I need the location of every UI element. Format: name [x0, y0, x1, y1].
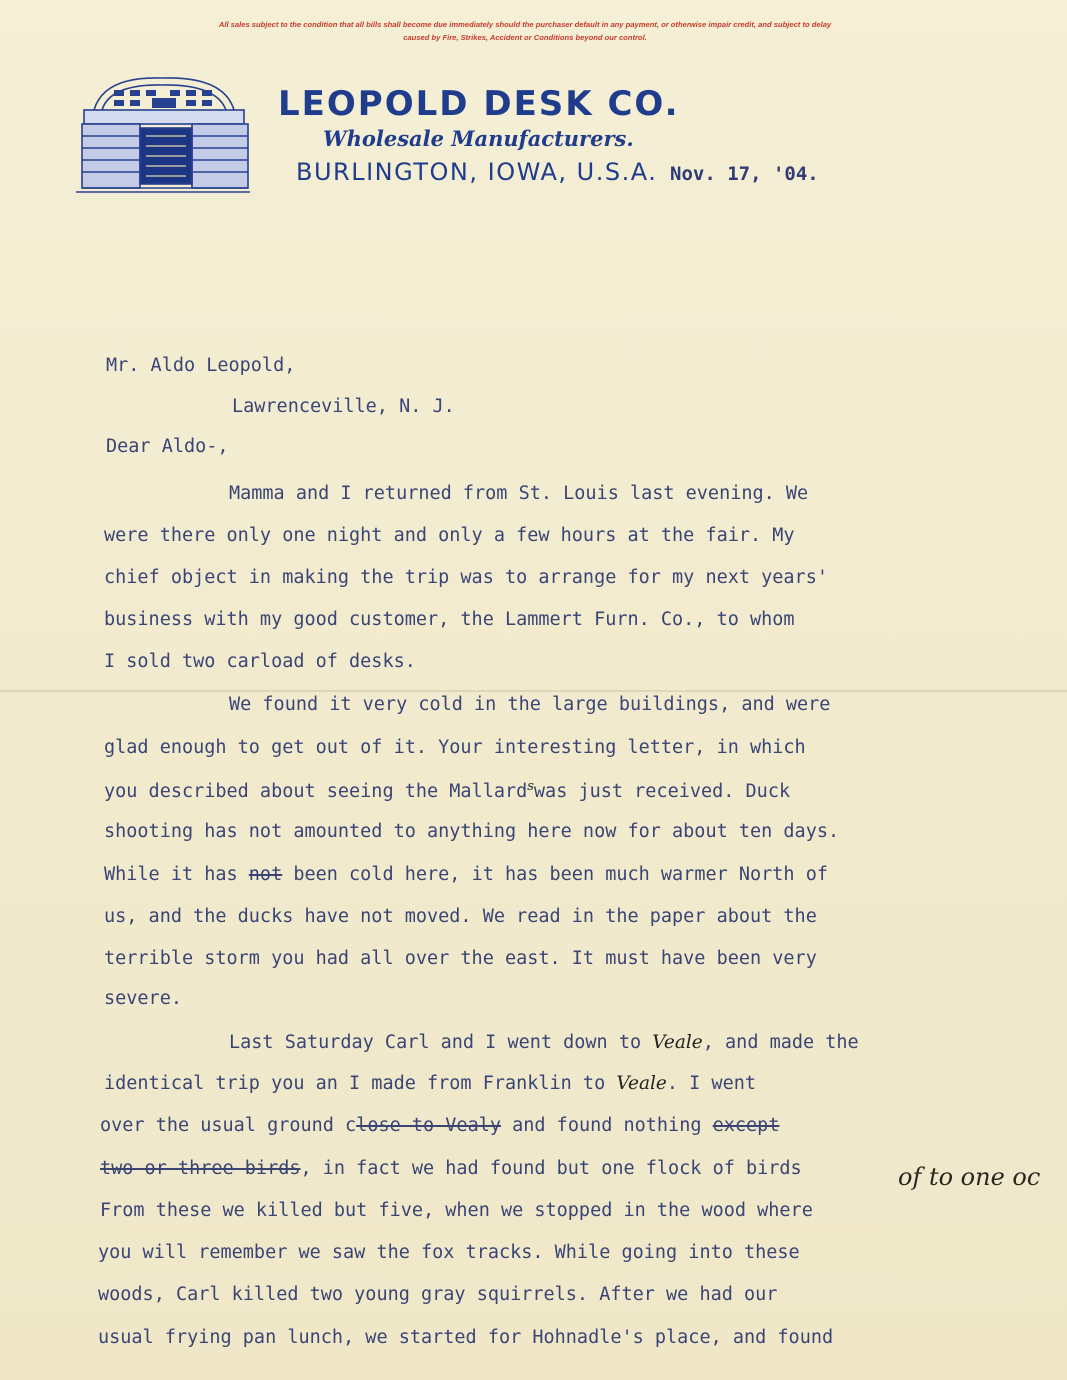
- terms-notice-line-1: All sales subject to the condition that all bills shall become due immediately should the purchaser default in any payment, or otherwise impair credit, and subject to delay: [218, 20, 832, 29]
- body-line: shooting has not amounted to anything here now for about ten days.: [104, 821, 840, 842]
- body-line: [100, 1158, 802, 1179]
- struck-word: except: [712, 1115, 780, 1136]
- salutation: Dear Aldo-,: [106, 436, 229, 457]
- text-run: identical trip you an I made from Franklin to: [104, 1073, 606, 1094]
- handwritten-word: Veale: [616, 1073, 667, 1094]
- body-line: [104, 779, 790, 802]
- address-name: Mr. Aldo Leopold,: [106, 355, 296, 376]
- text-run: been cold here, it has been much warmer North of: [293, 864, 828, 885]
- body-line: [104, 864, 828, 885]
- paper-fold-line: [0, 690, 1067, 692]
- text-run: and found nothing: [512, 1115, 702, 1136]
- body-line: From these we killed but five, when we stopped in the wood where: [100, 1200, 813, 1221]
- struck-phrase: two or three birds: [100, 1158, 301, 1179]
- address-city: Lawrenceville, N. J.: [232, 396, 455, 417]
- body-line: [104, 1073, 756, 1094]
- text-run: you described about seeing the Mallard: [104, 781, 528, 803]
- terms-notice: [120, 18, 930, 44]
- company-name: LEOPOLD DESK CO.: [278, 84, 680, 124]
- body-line: severe.: [104, 988, 182, 1009]
- company-city: BURLINGTON, IOWA, U.S.A.: [296, 158, 658, 186]
- body-line: us, and the ducks have not moved. We read in the paper about the: [104, 906, 817, 927]
- body-line: you will remember we saw the fox tracks. While going into these: [98, 1242, 800, 1263]
- text-run: Last Saturday Carl and I went down to: [229, 1032, 642, 1053]
- body-line: glad enough to get out of it. Your interesting letter, in which: [104, 737, 806, 758]
- text-run: over the usual ground c: [100, 1115, 357, 1136]
- body-line: [229, 1032, 859, 1053]
- body-line: business with my good customer, the Lammert Furn. Co., to whom: [104, 609, 795, 630]
- roll-top-desk-icon: [74, 70, 252, 194]
- struck-word: not: [248, 864, 283, 885]
- body-line: I sold two carload of desks.: [104, 651, 416, 672]
- text-run: , in fact we had found but one flock of birds: [300, 1158, 802, 1179]
- body-line: woods, Carl killed two young gray squirrels. After we had our: [98, 1284, 778, 1305]
- body-line: chief object in making the trip was to arrange for my next years': [104, 567, 828, 588]
- body-line: were there only one night and only a few hours at the fair. My: [104, 525, 795, 546]
- struck-phrase: lose to Vealy: [356, 1115, 501, 1136]
- text-run: . I went: [666, 1073, 756, 1094]
- company-tagline: Wholesale Manufacturers.: [323, 126, 634, 151]
- letter-date: Nov. 17, '04.: [670, 163, 819, 185]
- body-line: usual frying pan lunch, we started for Hohnadle's place, and found: [98, 1327, 834, 1348]
- text-run: While it has: [104, 864, 238, 885]
- body-line: Mamma and I returned from St. Louis last evening. We: [229, 483, 809, 504]
- handwritten-word: Veale: [652, 1032, 703, 1053]
- text-run: , and made the: [702, 1032, 859, 1053]
- handwritten-insert-s: s: [527, 779, 534, 794]
- handwritten-margin-note: of to one oc: [898, 1163, 1041, 1191]
- terms-notice-line-2: caused by Fire, Strikes, Accident or Conditions beyond our control.: [403, 33, 647, 42]
- body-line: terrible storm you had all over the east. It must have been very: [104, 948, 817, 969]
- body-line: We found it very cold in the large buildings, and were: [229, 694, 831, 715]
- text-run: was just received. Duck: [533, 781, 791, 803]
- body-line: [100, 1115, 779, 1136]
